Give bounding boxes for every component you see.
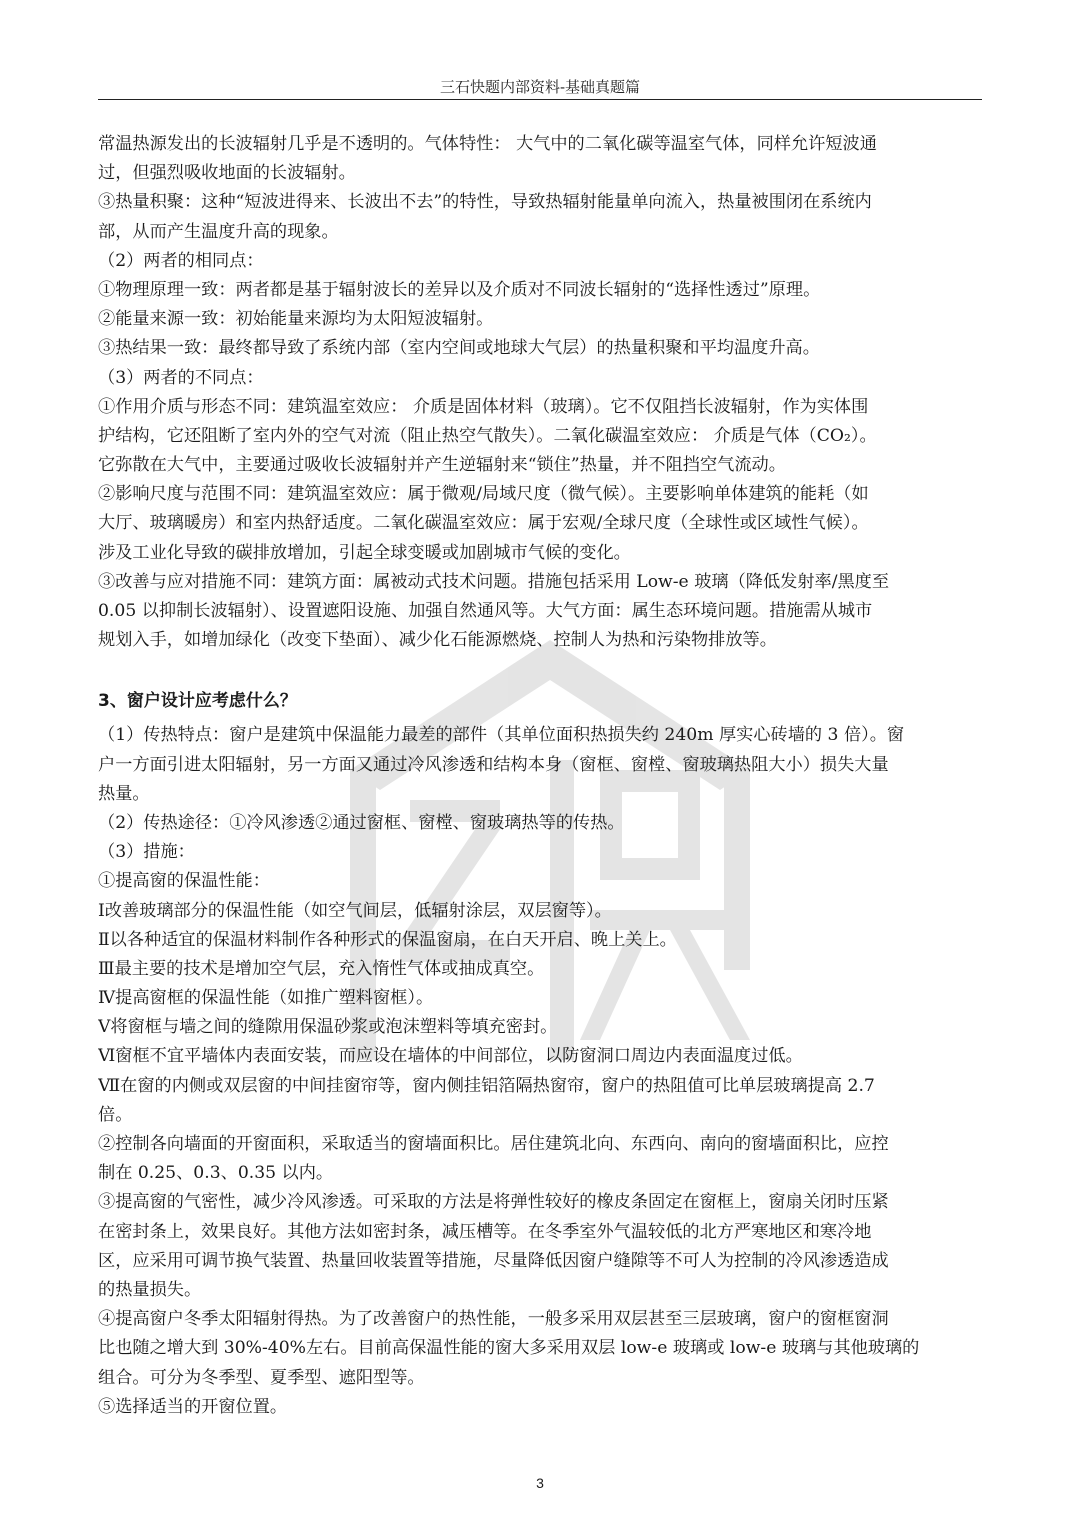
text-line: ③提高窗的气密性，减少冷风渗透。可采取的方法是将弹性较好的橡皮条固定在窗框上，窗扇关闭时压紧 xyxy=(98,1192,889,1213)
text-line: ③改善与应对措施不同：建筑方面：属被动式技术问题。措施包括采用 Low-e 玻璃（降低发射率/黑度至 xyxy=(98,571,890,592)
text-line: ⑤选择适当的开窗位置。 xyxy=(98,1396,288,1417)
text-line: （2）传热途径：①冷风渗透②通过窗框、窗樘、窗玻璃热等的传热。 xyxy=(98,812,625,833)
text-line: 的热量损失。 xyxy=(98,1279,202,1300)
text-line: 护结构，它还阻断了室内外的空气对流（阻止热空气散失）。二氧化碳温室效应： 介质是气体（CO₂）。 xyxy=(98,425,877,446)
text-line: 它弥散在大气中，主要通过吸收长波辐射并产生逆辐射来“锁住”热量，并不阻挡空气流动。 xyxy=(98,455,786,476)
text-line: 热量。 xyxy=(98,783,150,804)
text-line: ①作用介质与形态不同：建筑温室效应： 介质是固体材料（玻璃）。它不仅阻挡长波辐射，作为实体围 xyxy=(98,396,869,417)
text-line: （3）两者的不同点： xyxy=(98,367,264,388)
text-line: 组合。可分为冬季型、夏季型、遮阳型等。 xyxy=(98,1367,425,1388)
text-line: 大厅、玻璃暖房）和室内热舒适度。二氧化碳温室效应：属于宏观/全球尺度（全球性或区域性气候）。 xyxy=(98,513,869,534)
text-line: 倍。 xyxy=(98,1104,133,1125)
text-line: 户一方面引进太阳辐射，另一方面又通过冷风渗透和结构本身（窗框、窗樘、窗玻璃热阻大小）损失大量 xyxy=(98,754,889,775)
header-rule xyxy=(98,99,982,100)
text-line: 比也随之增大到 30%-40%左右。目前高保温性能的窗大多采用双层 low-e 玻璃或 low-e 玻璃与其他玻璃的 xyxy=(98,1338,920,1359)
text-line: ②控制各向墙面的开窗面积，采取适当的窗墙面积比。居住建筑北向、东西向、南向的窗墙面积比，应控 xyxy=(98,1134,889,1154)
text-line: Ⅲ最主要的技术是增加空气层，充入惰性气体或抽成真空。 xyxy=(98,958,545,979)
text-line: 0.05 以抑制长波辐射）、设置遮阳设施、加强自然通风等。大气方面：属生态环境问题。措施需从城市 xyxy=(98,601,873,621)
text-line: 过，但强烈吸收地面的长波辐射。 xyxy=(98,163,356,184)
page-header: 三石快题内部资料-基础真题篇 xyxy=(439,78,641,96)
text-line: Ⅵ窗框不宜平墙体内表面安装，而应设在墙体的中间部位，以防窗洞口周边内表面温度过低。 xyxy=(98,1046,803,1067)
section-window-design xyxy=(98,685,982,1422)
text-line: 常温热源发出的长波辐射几乎是不透明的。气体特性： 大气中的二氧化碳等温室气体，同样允许短波通 xyxy=(98,134,877,154)
text-line: ④提高窗户冬季太阳辐射得热。为了改善窗户的热性能，一般多采用双层甚至三层玻璃，窗户的窗框窗洞 xyxy=(98,1309,889,1330)
text-line: Ⅶ在窗的内侧或双层窗的中间挂窗帘等，窗内侧挂铝箔隔热窗帘，窗户的热阻值可比单层玻璃提高 2.7 xyxy=(98,1075,875,1096)
section-greenhouse-effect xyxy=(98,130,982,655)
text-line: ②能量来源一致：初始能量来源均为太阳短波辐射。 xyxy=(98,309,494,330)
text-line: ①提高窗的保温性能： xyxy=(98,871,270,892)
text-line: ①物理原理一致：两者都是基于辐射波长的差异以及介质对不同波长辐射的“选择性透过”原理。 xyxy=(98,279,821,300)
text-line: Ⅰ改善玻璃部分的保温性能（如空气间层，低辐射涂层，双层窗等）。 xyxy=(98,900,612,921)
text-line: ③热量积聚：这种“短波进得来、长波出不去”的特性，导致热辐射能量单向流入，热量被围闭在系统内 xyxy=(98,192,872,213)
text-line: 制在 0.25、0.3、0.35 以内。 xyxy=(98,1163,334,1184)
text-line: （3）措施： xyxy=(98,842,195,863)
text-line: Ⅳ提高窗框的保温性能（如推广塑料窗框）。 xyxy=(98,988,434,1009)
text-line: 在密封条上，效果良好。其他方法如密封条，减压槽等。在冬季室外气温较低的北方严寒地区和寒冷地 xyxy=(98,1221,872,1242)
page-number: 3 xyxy=(536,1475,544,1491)
text-line: ②影响尺度与范围不同：建筑温室效应：属于微观/局域尺度（微气候）。主要影响单体建筑的能耗（如 xyxy=(98,484,869,505)
text-line: Ⅱ以各种适宜的保温材料制作各种形式的保温窗扇，在白天开启、晚上关上。 xyxy=(98,929,677,950)
text-line: ③热结果一致：最终都导致了系统内部（室内空间或地球大气层）的热量积聚和平均温度升高。 xyxy=(98,338,820,359)
document-body xyxy=(98,130,982,1422)
text-line: 部，从而产生温度升高的现象。 xyxy=(98,221,339,242)
text-line: Ⅴ将窗框与墙之间的缝隙用保温砂浆或泡沫塑料等填充密封。 xyxy=(98,1017,558,1038)
text-line: 区，应采用可调节换气装置、热量回收装置等措施，尽量降低因窗户缝隙等不可人为控制的冷风渗透造成 xyxy=(98,1250,889,1271)
section-heading: 3、窗户设计应考虑什么？ xyxy=(98,691,297,712)
text-line: （2）两者的相同点： xyxy=(98,250,264,271)
text-line: 规划入手，如增加绿化（改变下垫面）、减少化石能源燃烧、控制人为热和污染物排放等。 xyxy=(98,630,777,651)
text-line: （1）传热特点：窗户是建筑中保温能力最差的部件（其单位面积热损失约 240m 厚实心砖墙的 3 倍）。窗 xyxy=(98,725,905,746)
text-line: 涉及工业化导致的碳排放增加，引起全球变暖或加剧城市气候的变化。 xyxy=(98,542,631,563)
